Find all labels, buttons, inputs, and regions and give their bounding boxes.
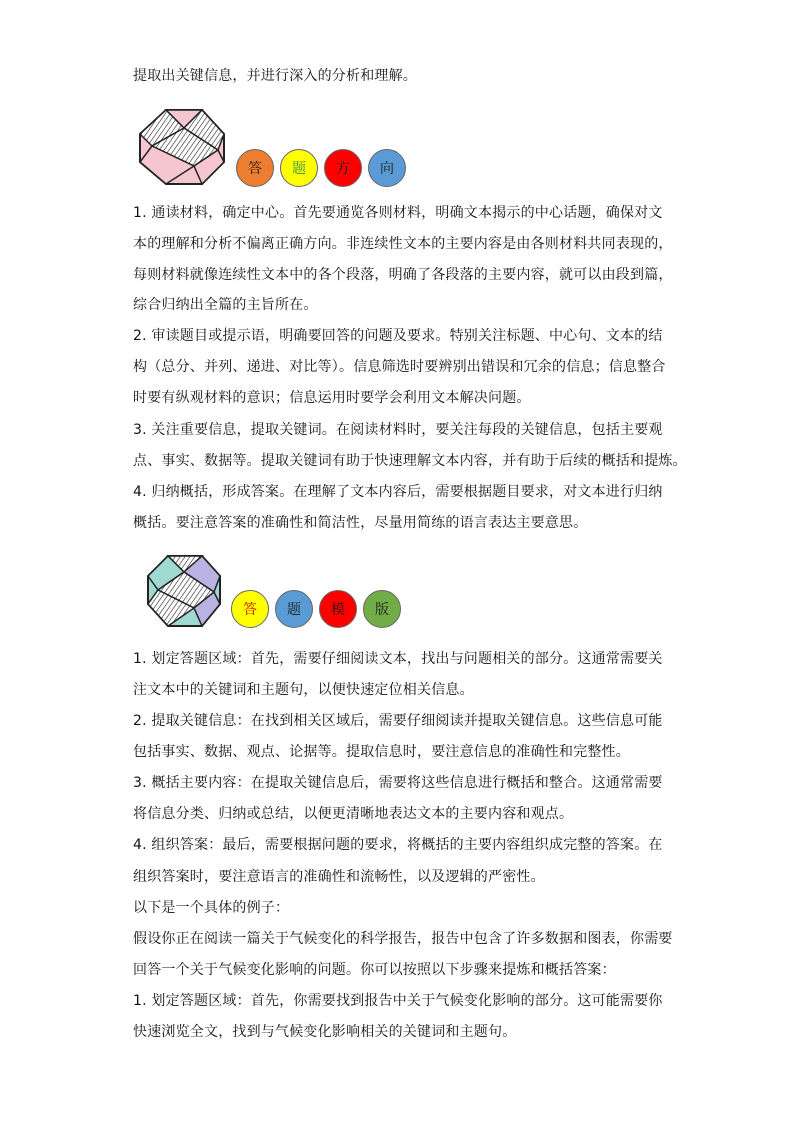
paragraph-line: 2. 提取关键信息：在找到相关区域后，需要仔细阅读并提取关键信息。这些信息可能 bbox=[133, 713, 663, 729]
section2-badges bbox=[231, 590, 401, 628]
paragraph-line: 1. 划定答题区域：首先，你需要找到报告中关于气候变化影响的部分。这可能需要你 bbox=[133, 993, 663, 1009]
paragraph-line: 回答一个关于气候变化影响的问题。你可以按照以下步骤来提炼和概括答案： bbox=[133, 962, 616, 978]
paragraph-line: 4. 组织答案：最后，需要根据问题的要求，将概括的主要内容组织成完整的答案。在 bbox=[133, 837, 663, 853]
badge-xiang: 向 bbox=[368, 149, 406, 187]
paragraph-line: 1. 划定答题区域：首先，需要仔细阅读文本，找出与问题相关的部分。这通常需要关 bbox=[133, 651, 663, 667]
paragraph-line: 本的理解和分析不偏离正确方向。非连续性文本的主要内容是由各则材料共同表现的， bbox=[133, 236, 673, 252]
badge-fang: 方 bbox=[324, 149, 362, 187]
paragraph-line: 注文本中的关键词和主题句，以便快速定位相关信息。 bbox=[133, 682, 474, 698]
paragraph-line: 1. 通读材料，确定中心。首先要通览各则材料，明确文本揭示的中心话题，确保对文 bbox=[133, 205, 663, 221]
paragraph-line: 点、事实、数据等。提取关键词有助于快速理解文本内容，并有助于后续的概括和提炼。 bbox=[133, 453, 687, 469]
badge-ti: 题 bbox=[275, 590, 313, 628]
paragraph-line: 时要有纵观材料的意识；信息运用时要学会利用文本解决问题。 bbox=[133, 390, 531, 406]
badge-mo: 模 bbox=[319, 590, 357, 628]
intro-text: 提取出关键信息，并进行深入的分析和理解。 bbox=[133, 68, 417, 84]
paragraph-line: 概括。要注意答案的准确性和简洁性，尽量用简练的语言表达主要意思。 bbox=[133, 515, 588, 531]
section1-badges bbox=[236, 149, 406, 187]
badge-da: 答 bbox=[236, 149, 274, 187]
paragraph-line: 3. 概括主要内容：在提取关键信息后，需要将这些信息进行概括和整合。这通常需要 bbox=[133, 775, 663, 791]
paragraph-line: 将信息分类、归纳或总结，以便更清晰地表达文本的主要内容和观点。 bbox=[133, 806, 574, 822]
badge-ti: 题 bbox=[280, 149, 318, 187]
pink-polyhedron-icon bbox=[136, 106, 228, 188]
paragraph-line: 构（总分、并列、递进、对比等）。信息筛选时要辨别出错误和冗余的信息；信息整合 bbox=[133, 359, 666, 375]
badge-da: 答 bbox=[231, 590, 269, 628]
teal-polyhedron-icon bbox=[144, 552, 224, 630]
badge-ban: 版 bbox=[363, 590, 401, 628]
paragraph-line: 包括事实、数据、观点、论据等。提取信息时，要注意信息的准确性和完整性。 bbox=[133, 744, 630, 760]
paragraph-line: 2. 审读题目或提示语，明确要回答的问题及要求。特别关注标题、中心句、文本的结 bbox=[133, 328, 663, 344]
paragraph-line: 以下是一个具体的例子： bbox=[133, 900, 290, 916]
paragraph-line: 每则材料就像连续性文本中的各个段落，明确了各段落的主要内容，就可以由段到篇， bbox=[133, 267, 673, 283]
paragraph-line: 4. 归纳概括，形成答案。在理解了文本内容后，需要根据题目要求，对文本进行归纳 bbox=[133, 484, 663, 500]
paragraph-line: 3. 关注重要信息，提取关键词。在阅读材料时，要关注每段的关键信息，包括主要观 bbox=[133, 422, 663, 438]
paragraph-line: 快速浏览全文，找到与气候变化影响相关的关键词和主题句。 bbox=[133, 1024, 517, 1040]
paragraph-line: 假设你正在阅读一篇关于气候变化的科学报告，报告中包含了许多数据和图表，你需要 bbox=[133, 931, 673, 947]
paragraph-line: 组织答案时，要注意语言的准确性和流畅性，以及逻辑的严密性。 bbox=[133, 869, 545, 885]
paragraph-line: 综合归纳出全篇的主旨所在。 bbox=[133, 297, 318, 313]
